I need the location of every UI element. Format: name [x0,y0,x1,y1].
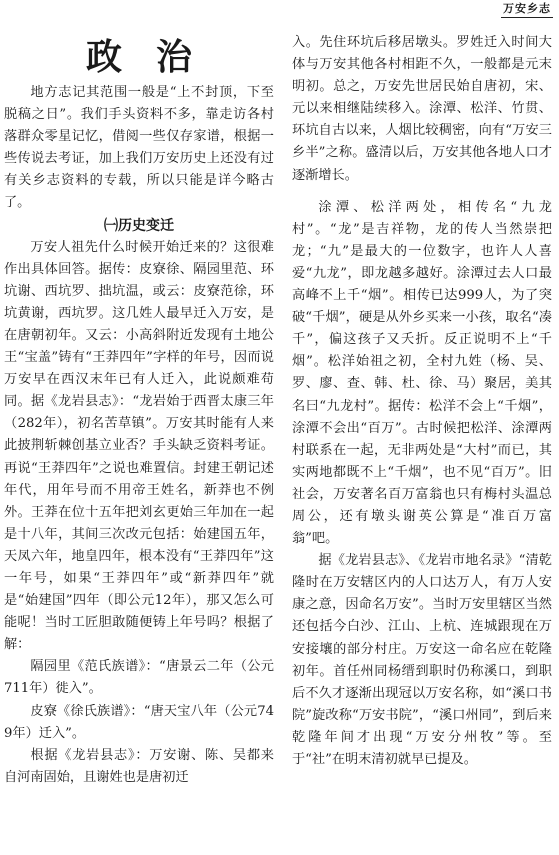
right-column [292,32,552,771]
page-title: 政治 [85,36,226,78]
left-column [4,30,274,789]
section-heading: ㈠历史变迁 [104,217,174,234]
body-paragraph: 据《龙岩县志》、《龙岩市地名录》“清乾隆时在万安辖区内的人口达万人，有万人安康之意，因命名万安”。当时万安里辖区当然还包括今白沙、江山、上杭、连城跟现在万安接壤的部分村庄。万安这一命名应在乾隆初年。首任州同杨缙到职时仍称溪口，到职后不久才逐渐出现冠以万安名称，如“溪口书院”旋改称“万安书院”，“溪口州同”，到后来乾隆年间才出现“万安分州牧”等。至于“社”在明末清初就早已提及。 [292,553,552,767]
body-paragraph: 万安人祖先什么时候开始迁来的？这很难作出具体回答。据传：皮寮徐、隔园里范、环坑谢、西坑罗、拙坑温，或云：皮寮范徐，环坑黄谢，西坑罗。这几姓人最早迁入万安，是在唐朝初年。又云：小高斜附近发现有土地公王“宝盖”铸有“王莽四年”字样的年号，因而说万安早在西汉末年已有人迁入，此说颇难苟同。据《龙岩县志》：“龙岩始于西晋太康三年（282年），初名苦草镇”。万安其时能有人来此披荆斩棘创基立业否？手头缺乏资料考证。再说“王莽四年”之说也难置信。封建王朝记述年代，用年号而不用帝王姓名，新莽也不例外。王莽在位十五年把刘玄更始三年加在一起是十八年，其间三次改元包括：始建国五年，天凤六年，地皇四年，根本没有“王莽四年”这一年号，如果“王莽四年”或“新莽四年”就是“始建国”四年（即公元12年），那又怎么可能呢！当时工匠胆敢随便铸上年号吗？根据了解： [4,239,274,653]
body-paragraph: 皮寮《徐氏族谱》：“唐天宝八年（公元749年）迁入”。 [4,703,274,741]
body-paragraph: 根据《龙岩县志》：万安谢、陈、吴都来自河南固始，且谢姓也是唐初迁 [4,747,274,785]
running-title: 万安乡志 [501,0,553,18]
page-header [0,0,559,26]
body-paragraph: 涂潭、松洋两处，相传名“九龙村”。“龙”是吉祥物，龙的传人当然崇把龙；“九”是最大的一位数字，也许人人喜爱“九龙”，即龙越多越好。涂潭过去人口最高峰不上千“烟”。相传已达999人，为了突破“千烟”，硬是从外乡买来一小孩，取名“凑千”，偏这孩子又夭折。反正说明不上“千烟”。松洋始祖之初，全村九姓（杨、吴、罗、廖、查、韩、杜、徐、马）聚居，美其名曰“九龙村”。据传：松洋不会上“千烟”，涂潭不会出“百万”。古时候把松洋、涂潭两村联系在一起，无非两处是“大村”而已，其实两地都既不上“千烟”，也不见“百万”。旧社会，万安著名百万富翁也只有梅村头温总周公，还有墩头谢英公算是“准百万富翁”吧。 [292,199,552,547]
body-paragraph: 入。先住环坑后移居墩头。罗姓迁入时间大体与万安其他各村相距不久，一般都是元末明初。总之，万安先世居民始自唐初，宋、元以来相继陆续移入。涂潭、松洋、竹贯、环坑自古以来，人烟比较稠密，向有“万安三乡半”之称。盛清以后，万安其他各地人口才逐渐增长。 [292,35,552,183]
body-paragraph: 隔园里《范氏族谱》：“唐景云二年（公元711年）徙入”。 [4,659,274,697]
intro-paragraph: 地方志记其范围一般是“上不封顶，下至脱稿之日”。我们手头资料不多，靠走访各村落群众零星记忆，借阅一些仅存家谱，根据一些传说去考证，加上我们万安历史上还没有过有关乡志资料的专载，所以只能是详今略古了。 [4,85,274,211]
